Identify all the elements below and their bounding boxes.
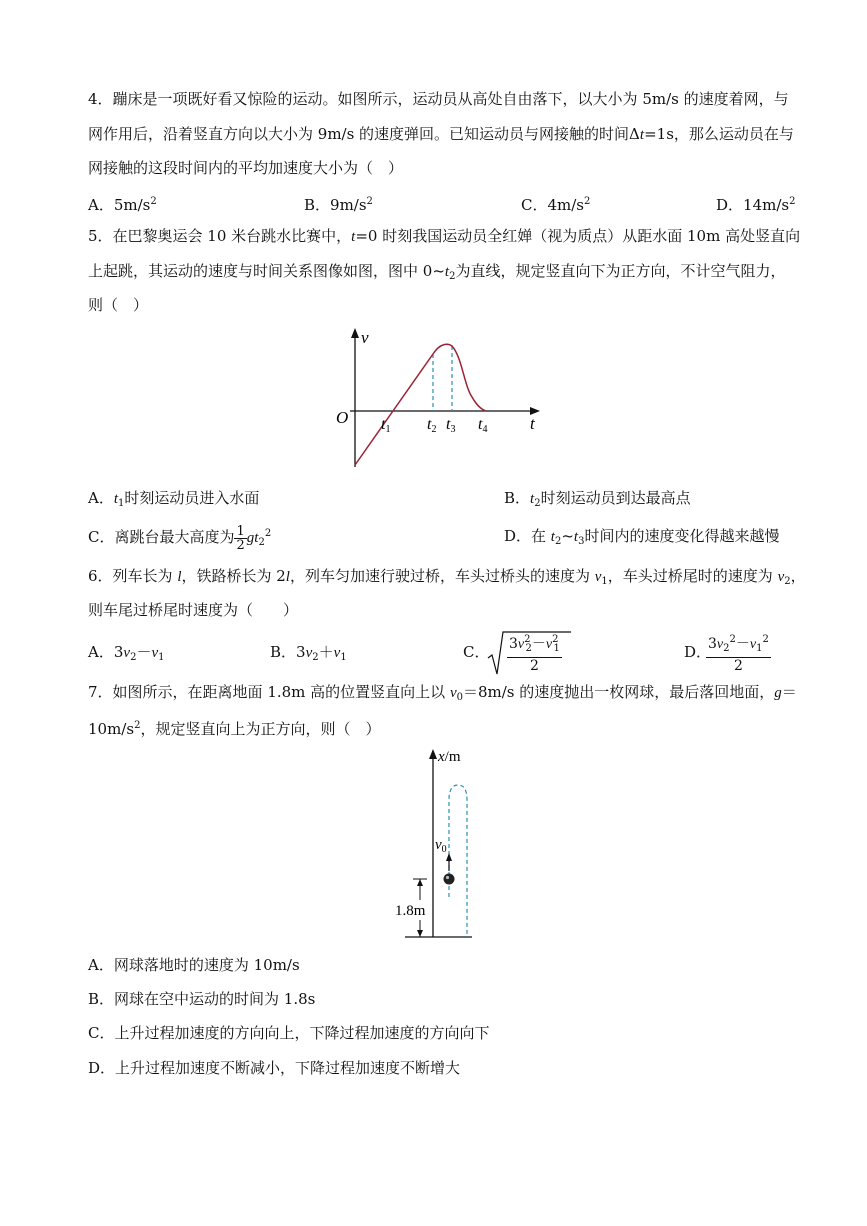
q7-stem-line-1: 7．如图所示，在距离地面 1.8m 高的位置竖直向上以 $v_0=8m/s$ 的速度抛出一枚网球，最后落回地面，g＝ xyxy=(88,683,797,703)
v-axis-arrow xyxy=(351,328,359,338)
q5-stem-line-2: 上起跳，其运动的速度与时间关系图像如图，图中 $0\sim t_2$为直线，规定竖直向下为正方向，不计空气阻力， xyxy=(88,262,786,282)
q4-option-c[interactable]: C．$4m/s^2$ xyxy=(521,196,591,214)
q5-option-b[interactable]: B．$t_2$时刻运动员到达最高点 xyxy=(504,489,691,509)
q5-option-d[interactable]: D．在 $t_2\sim t_3$时间内的速度变化得越来越慢 xyxy=(504,527,780,547)
q4-stem-line-3: 网接触的这段时间内的平均加速度大小为（ ） xyxy=(88,159,404,177)
q6-stem-line-2: 则车尾过桥尾时速度为（ ） xyxy=(88,601,299,619)
q4-option-b[interactable]: B．$9m/s^2$ xyxy=(304,196,373,214)
origin-label: O xyxy=(336,408,349,427)
tick-t1: t1 xyxy=(381,416,391,435)
height-label: 1.8m xyxy=(395,903,426,919)
q4-stem-line-2: 网作用后，沿着竖直方向以大小为 9m/s 的速度弹回。已知运动员与网接触的时间Δt=1s，那么运动员在与 xyxy=(88,125,794,143)
q7-stem-line-2: $10m/s^2$，规定竖直向上为正方向，则（ ） xyxy=(88,720,381,738)
q5-stem-line-3: 则（ ） xyxy=(88,296,149,314)
q5-option-a[interactable]: A．$t_1$时刻运动员进入水面 xyxy=(88,489,260,509)
q6-option-c-fraction: $\frac{3v^2_2-v^2_1}{2}$ xyxy=(509,634,560,674)
t-axis-label: t xyxy=(530,414,535,433)
q6-option-a[interactable]: A．$3v_2-v_1$ xyxy=(88,643,165,663)
q7-option-b[interactable]: B．网球在空中运动的时间为 1.8s xyxy=(88,990,316,1008)
tick-t3: t3 xyxy=(446,416,456,435)
q6-option-b[interactable]: B．$3v_2+v_1$ xyxy=(270,643,347,663)
q7-option-d[interactable]: D．上升过程加速度不断减小，下降过程加速度不断增大 xyxy=(88,1059,461,1077)
x-axis-arrow xyxy=(429,749,437,759)
tennis-ball xyxy=(444,874,455,885)
q7-option-c[interactable]: C．上升过程加速度的方向向上，下降过程加速度的方向向下 xyxy=(88,1024,490,1042)
q5-velocity-time-graph xyxy=(330,325,550,475)
q5-option-c[interactable]: C．离跳台最大高度为 $\frac{1}{2}$ $gt_2^2$ xyxy=(88,523,272,553)
q6-option-d[interactable]: D． xyxy=(684,643,712,661)
q4-option-d[interactable]: D．$14m/s^2$ xyxy=(716,196,796,214)
q4-option-a[interactable]: A．$5m/s^2$ xyxy=(88,196,157,214)
v0-label: $v_0$ xyxy=(435,837,447,855)
v-axis-label: v xyxy=(361,328,369,347)
q7-tennis-ball-figure xyxy=(380,745,500,941)
q6-option-d-fraction: $\frac{3v_2^2-v_1^2}{2}$ xyxy=(708,634,769,674)
tick-t2: t2 xyxy=(427,416,437,435)
v-t-curve xyxy=(355,344,486,465)
v0-arrow-head xyxy=(446,853,452,861)
q6-option-c[interactable]: C． xyxy=(463,643,490,661)
q5-stem-line-1: 5．在巴黎奥运会 10 米台跳水比赛中，t=0 时刻我国运动员全红婵（视为质点）从距水面 10m 高处竖直向 xyxy=(88,227,801,245)
tick-t4: t4 xyxy=(478,416,488,435)
q7-option-a[interactable]: A．网球落地时的速度为 10m/s xyxy=(88,956,300,974)
q4-stem-line-1: 4．蹦床是一项既好看又惊险的运动。如图所示，运动员从高处自由落下，以大小为 5m/s 的速度着网，与 xyxy=(88,90,789,108)
axis-label: x/m xyxy=(438,749,461,765)
q6-stem-line-1: 6．列车长为 l，铁路桥长为 2l，列车匀加速行驶过桥，车头过桥头的速度为 $v_1$，车头过桥尾时的速度为 $v_2$， xyxy=(88,567,806,587)
